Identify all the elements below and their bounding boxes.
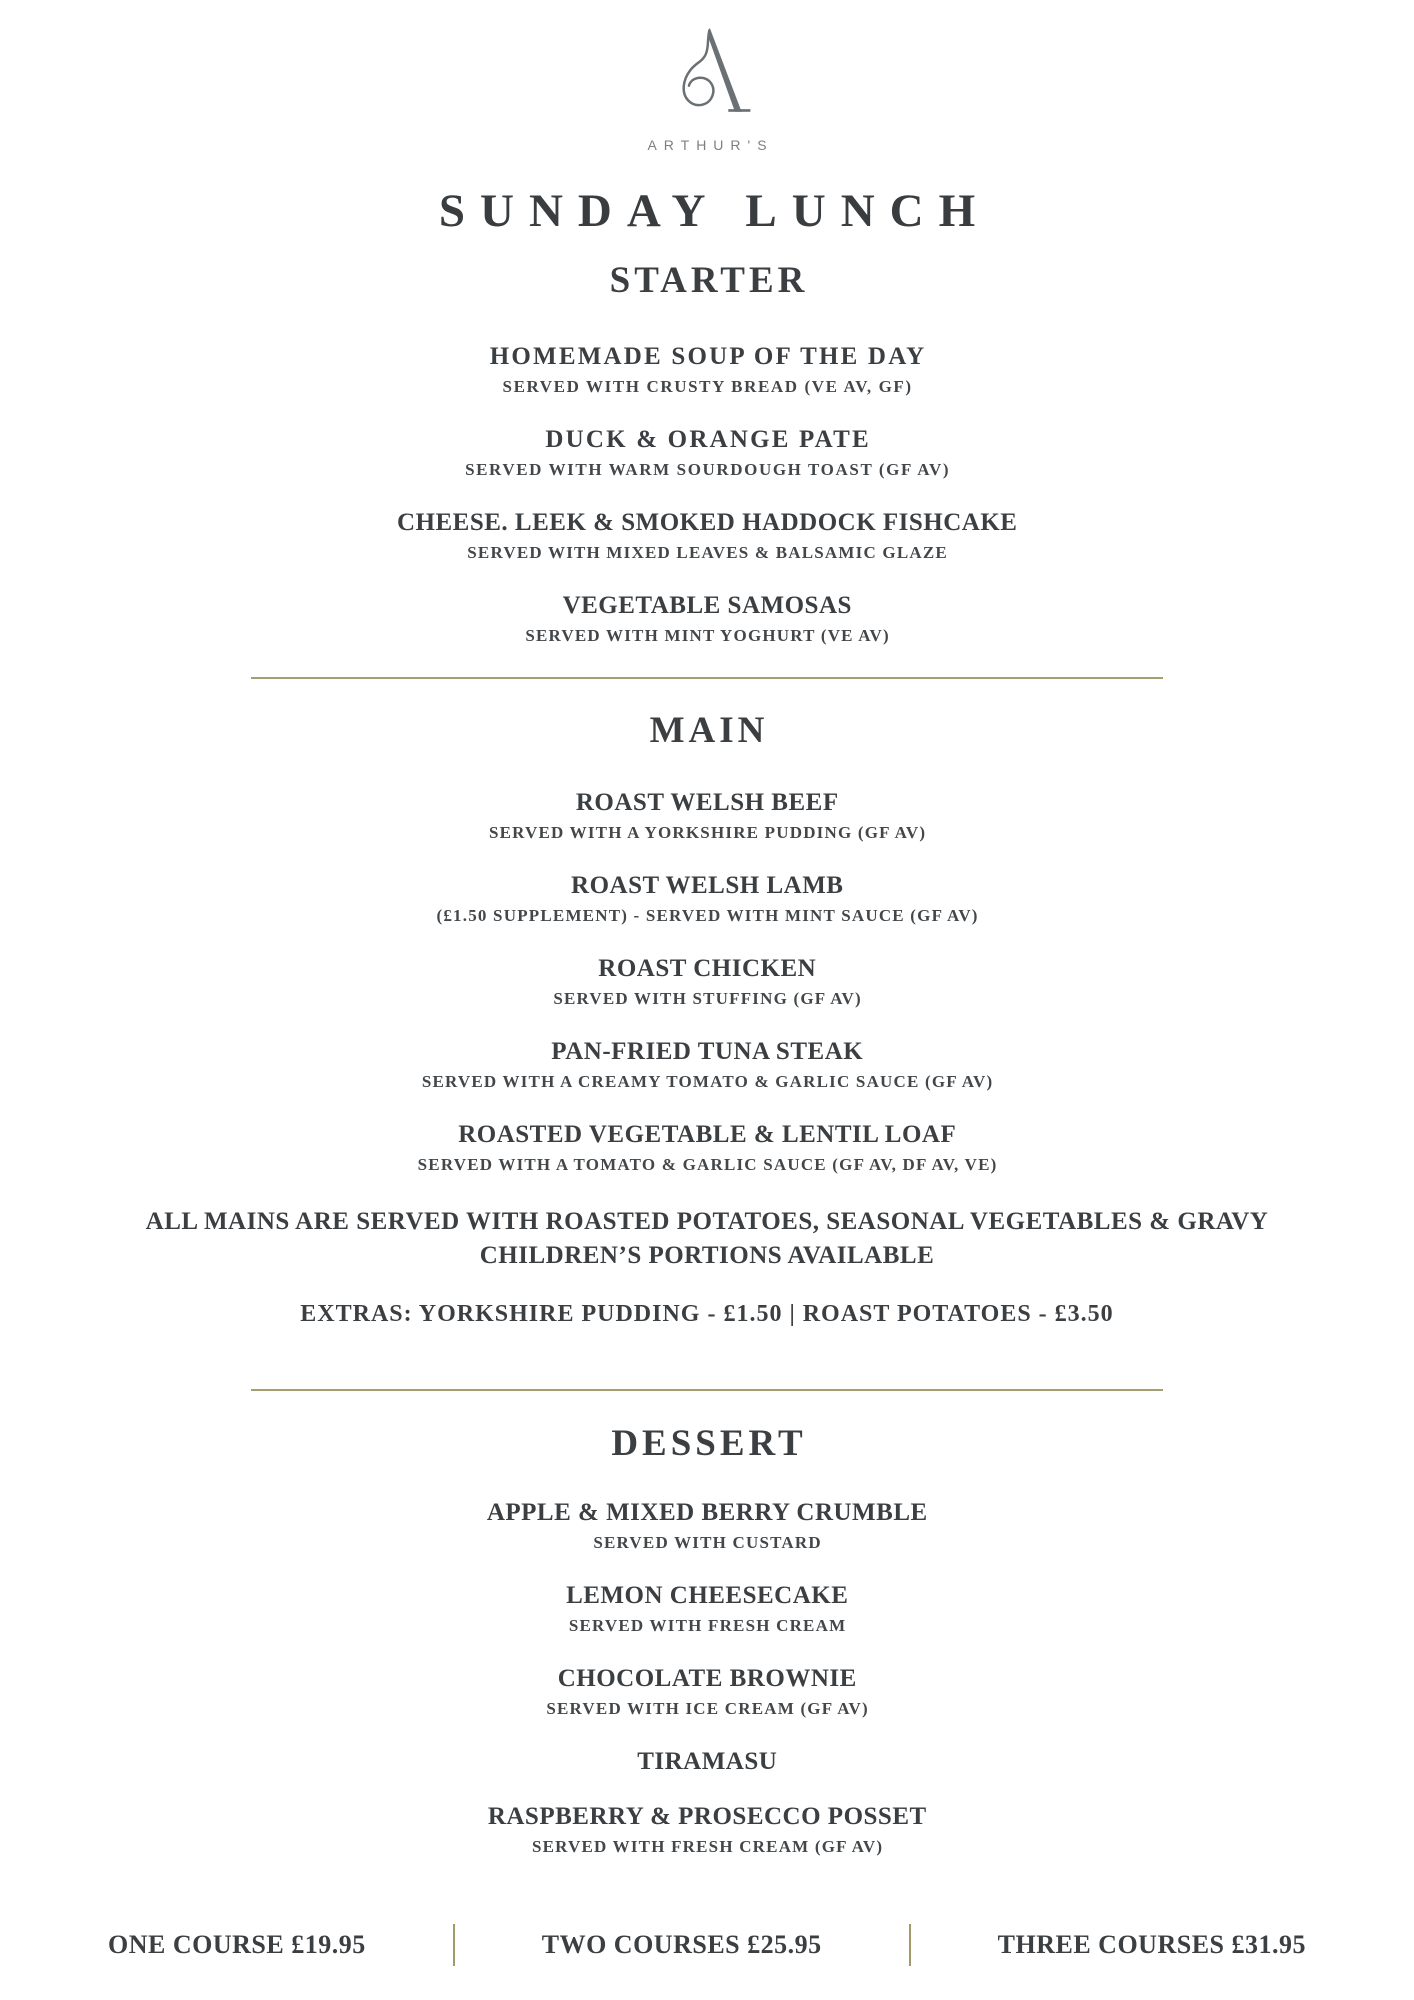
menu-item-desc: SERVED WITH A YORKSHIRE PUDDING (GF AV) bbox=[488, 823, 927, 842]
menu-item-name: APPLE & MIXED BERRY CRUMBLE bbox=[486, 1499, 928, 1526]
section-main bbox=[0, 709, 1414, 1331]
menu-item bbox=[0, 870, 1414, 930]
brand-name: ARTHUR'S bbox=[647, 137, 774, 153]
section-divider bbox=[251, 677, 1163, 679]
section-starter bbox=[0, 259, 1414, 650]
menu-item-desc: SERVED WITH A CREAMY TOMATO & GARLIC SAUCE (GF AV) bbox=[421, 1072, 994, 1091]
menu-item bbox=[0, 787, 1414, 847]
menu-item bbox=[0, 1580, 1414, 1640]
menu-item-name: CHOCOLATE BROWNIE bbox=[557, 1665, 857, 1692]
menu-item-name: ROAST CHICKEN bbox=[598, 955, 817, 982]
menu-item-desc: SERVED WITH ICE CREAM (GF AV) bbox=[546, 1699, 869, 1718]
menu-item bbox=[0, 424, 1414, 484]
price-option-one-course: ONE COURSE £19.95 bbox=[108, 1930, 366, 1959]
starter-items bbox=[0, 341, 1414, 650]
menu-item-desc: (£1.50 SUPPLEMENT) - SERVED WITH MINT SAUCE (GF AV) bbox=[436, 906, 979, 925]
restaurant-logo bbox=[0, 0, 1414, 123]
menu-item-name: CHEESE. LEEK & SMOKED HADDOCK FISHCAKE bbox=[397, 509, 1018, 536]
menu-item-name: VEGETABLE SAMOSAS bbox=[562, 592, 852, 619]
menu-item-name: PAN-FRIED TUNA STEAK bbox=[551, 1038, 864, 1065]
menu-item-desc: SERVED WITH CUSTARD bbox=[593, 1533, 822, 1552]
menu-item-name: ROASTED VEGETABLE & LENTIL LOAF bbox=[458, 1121, 957, 1148]
menu-item-name: TIRAMASU bbox=[637, 1748, 778, 1775]
menu-item-desc: SERVED WITH MINT YOGHURT (VE AV) bbox=[525, 626, 890, 645]
menu-title: SUNDAY LUNCH bbox=[438, 185, 991, 237]
dessert-items bbox=[0, 1497, 1414, 1861]
menu-item-name: HOMEMADE SOUP OF THE DAY bbox=[489, 343, 927, 370]
arthurs-monogram-icon bbox=[654, 26, 760, 118]
menu-item-name: RASPBERRY & PROSECCO POSSET bbox=[487, 1803, 927, 1830]
price-separator bbox=[453, 1924, 455, 1966]
menu-item-name: LEMON CHEESECAKE bbox=[566, 1582, 849, 1609]
dessert-heading: DESSERT bbox=[611, 1423, 807, 1464]
menu-item-name: DUCK & ORANGE PATE bbox=[545, 426, 871, 453]
menu-item bbox=[0, 1497, 1414, 1557]
menu-item bbox=[0, 953, 1414, 1013]
section-dessert bbox=[0, 1422, 1414, 1861]
menu-item-desc: SERVED WITH STUFFING (GF AV) bbox=[553, 989, 862, 1008]
price-option-two-courses: TWO COURSES £25.95 bbox=[541, 1930, 822, 1959]
pricing-bar bbox=[0, 1924, 1414, 1966]
menu-item-desc: SERVED WITH CRUSTY BREAD (VE AV, GF) bbox=[502, 377, 913, 396]
menu-item bbox=[0, 590, 1414, 650]
mains-note-line: CHILDREN’S PORTIONS AVAILABLE bbox=[479, 1242, 935, 1269]
price-separator bbox=[909, 1924, 911, 1966]
menu-item bbox=[0, 1036, 1414, 1096]
menu-item bbox=[0, 1663, 1414, 1723]
menu-item-desc: SERVED WITH MIXED LEAVES & BALSAMIC GLAZE bbox=[467, 543, 948, 562]
menu-item-name: ROAST WELSH LAMB bbox=[571, 872, 844, 899]
main-heading: MAIN bbox=[649, 710, 769, 751]
menu-item bbox=[0, 1746, 1414, 1778]
price-option-three-courses: THREE COURSES £31.95 bbox=[997, 1930, 1306, 1959]
menu-item-desc: SERVED WITH FRESH CREAM bbox=[568, 1616, 847, 1635]
menu-item-name: ROAST WELSH BEEF bbox=[575, 789, 839, 816]
menu-item-desc: SERVED WITH A TOMATO & GARLIC SAUCE (GF AV, DF AV, VE) bbox=[417, 1155, 998, 1174]
menu-item-desc: SERVED WITH WARM SOURDOUGH TOAST (GF AV) bbox=[465, 460, 951, 479]
menu-item bbox=[0, 1801, 1414, 1861]
menu-item bbox=[0, 507, 1414, 567]
menu-item bbox=[0, 341, 1414, 401]
starter-heading: STARTER bbox=[609, 260, 809, 301]
menu-item-desc: SERVED WITH FRESH CREAM (GF AV) bbox=[531, 1837, 884, 1856]
section-divider bbox=[251, 1389, 1163, 1391]
main-items bbox=[0, 787, 1414, 1179]
menu-item bbox=[0, 1119, 1414, 1179]
extras-line: EXTRAS: YORKSHIRE PUDDING - £1.50 | ROAST POTATOES - £3.50 bbox=[300, 1301, 1114, 1327]
mains-note bbox=[0, 1205, 1414, 1273]
mains-note-line: ALL MAINS ARE SERVED WITH ROASTED POTATOES, SEASONAL VEGETABLES & GRAVY bbox=[145, 1208, 1269, 1235]
